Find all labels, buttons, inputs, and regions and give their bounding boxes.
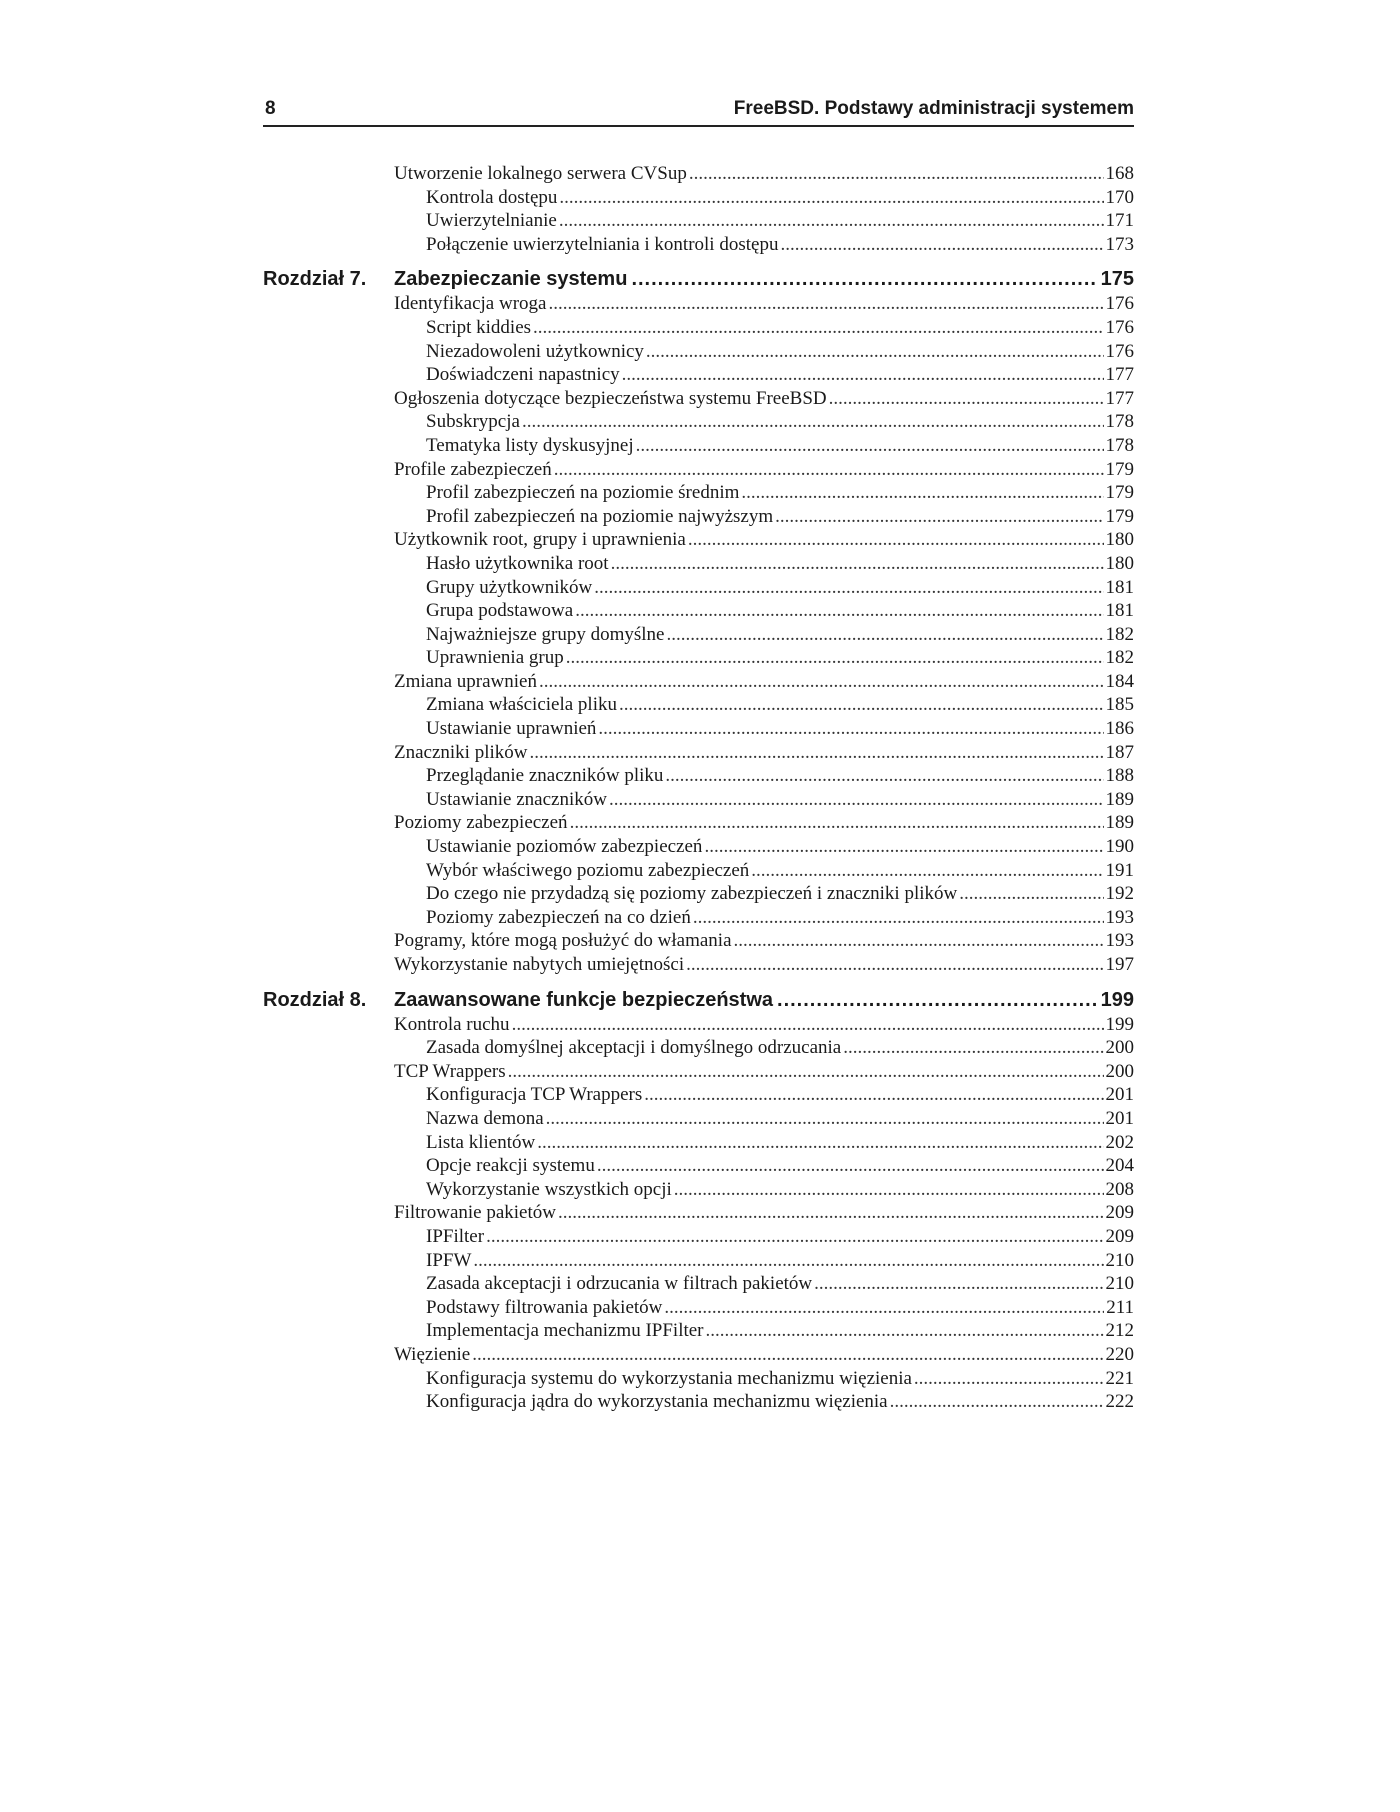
toc-subentry — [263, 434, 1134, 458]
toc-page-number: 209 — [1105, 1225, 1134, 1247]
toc-page-number: 182 — [1105, 647, 1134, 669]
toc-page-number: 191 — [1105, 859, 1134, 881]
toc-page-number: 175 — [1100, 268, 1134, 291]
dot-leader — [546, 1107, 1104, 1131]
dot-leader — [597, 1154, 1104, 1178]
toc-entry — [263, 670, 1134, 694]
toc-entry-title: Więzienie — [394, 1343, 471, 1365]
toc-entry — [263, 929, 1134, 953]
toc-page-number: 173 — [1105, 233, 1134, 255]
toc-page-number: 180 — [1105, 529, 1134, 551]
toc-entry-title: Wykorzystanie wszystkich opcji — [426, 1178, 672, 1200]
toc-entry-title: Konfiguracja systemu do wykorzystania mechanizmu więzienia — [426, 1367, 912, 1389]
dot-leader — [664, 1296, 1104, 1320]
dot-leader — [598, 717, 1103, 741]
toc-subentry — [263, 1296, 1134, 1320]
toc-subentry — [263, 693, 1134, 717]
dot-leader — [570, 811, 1104, 835]
toc-entry-title: TCP Wrappers — [394, 1060, 506, 1082]
dot-leader — [689, 162, 1104, 186]
toc-entry-title: Poziomy zabezpieczeń — [394, 812, 568, 834]
toc-page-number: 199 — [1100, 988, 1134, 1011]
toc-subentry — [263, 410, 1134, 434]
toc-page-number: 208 — [1105, 1178, 1134, 1200]
toc-entry-title: Do czego nie przydadzą się poziomy zabezpieczeń i znaczniki plików — [426, 883, 958, 905]
dot-leader — [814, 1272, 1103, 1296]
toc-subentry — [263, 623, 1134, 647]
dot-leader — [566, 646, 1104, 670]
dot-leader — [666, 623, 1103, 647]
toc-entry — [263, 811, 1134, 835]
dot-leader — [646, 340, 1104, 364]
toc-page-number: 178 — [1105, 411, 1134, 433]
dot-leader — [611, 552, 1104, 576]
toc-entry-title: Lista klientów — [426, 1131, 536, 1153]
dot-leader — [559, 209, 1104, 233]
running-header — [263, 98, 1134, 126]
toc-subentry — [263, 835, 1134, 859]
toc-page-number: 209 — [1105, 1202, 1134, 1224]
toc-page-number: 190 — [1105, 836, 1134, 858]
toc-entry-title: Najważniejsze grupy domyślne — [426, 623, 665, 645]
toc-entry-title: Subskrypcja — [426, 411, 520, 433]
toc-entry — [263, 953, 1134, 977]
toc-entry-title: Ustawianie uprawnień — [426, 718, 597, 740]
dot-leader — [548, 292, 1103, 316]
toc-subentry — [263, 1249, 1134, 1273]
toc-subentry — [263, 1390, 1134, 1414]
toc-page-number: 201 — [1105, 1084, 1134, 1106]
dot-leader — [734, 929, 1104, 953]
toc-subentry — [263, 505, 1134, 529]
toc-page-number: 168 — [1105, 163, 1134, 184]
toc-page-number: 177 — [1105, 364, 1134, 386]
dot-leader — [533, 316, 1103, 340]
toc-page-number: 178 — [1105, 434, 1134, 456]
toc-entry-title: Zasada domyślnej akceptacji i domyślnego odrzucania — [426, 1037, 842, 1059]
dot-leader — [741, 481, 1103, 505]
toc-subentry — [263, 646, 1134, 670]
dot-leader — [644, 1083, 1103, 1107]
toc-entry-title: Opcje reakcji systemu — [426, 1155, 595, 1177]
toc-page-number: 200 — [1105, 1060, 1134, 1082]
dot-leader — [472, 1343, 1103, 1367]
toc-page-number: 197 — [1105, 954, 1134, 975]
dot-leader — [522, 410, 1104, 434]
chapter-number: Rozdział 7. — [263, 268, 367, 291]
toc-entry-title: Identyfikacja wroga — [394, 293, 547, 315]
toc-entry-title: Profil zabezpieczeń na poziomie najwyższym — [426, 505, 774, 527]
toc-entry — [263, 1060, 1134, 1084]
toc-entry-title: Doświadczeni napastnicy — [426, 364, 620, 386]
toc-subentry — [263, 1272, 1134, 1296]
toc-entry-title: Zabezpieczanie systemu — [394, 268, 628, 291]
toc-entry-title: Hasło użytkownika root — [426, 552, 609, 574]
dot-leader — [539, 670, 1104, 694]
dot-leader — [890, 1390, 1104, 1414]
toc-entry-title: Pogramy, które mogą posłużyć do włamania — [394, 930, 732, 952]
toc-subentry — [263, 363, 1134, 387]
toc-page-number: 170 — [1105, 186, 1134, 208]
toc-entry-title: Profil zabezpieczeń na poziomie średnim — [426, 482, 740, 504]
toc-page-number: 201 — [1105, 1107, 1134, 1129]
dot-leader — [775, 505, 1103, 529]
dot-leader — [751, 859, 1103, 883]
toc-subentry — [263, 717, 1134, 741]
toc-entry-title: Konfiguracja TCP Wrappers — [426, 1084, 643, 1106]
toc-page-number: 187 — [1105, 741, 1134, 763]
toc-entry — [263, 1343, 1134, 1367]
toc-entry-title: Przeglądanie znaczników pliku — [426, 765, 664, 787]
dot-leader — [559, 186, 1103, 210]
toc-page-number: 184 — [1105, 670, 1134, 692]
dot-leader — [558, 1201, 1104, 1225]
dot-leader — [686, 953, 1103, 977]
dot-leader — [473, 1249, 1103, 1273]
toc-page-number: 210 — [1105, 1249, 1134, 1271]
dot-leader — [609, 788, 1104, 812]
toc-page-number: 222 — [1105, 1391, 1134, 1413]
toc-entry — [263, 1201, 1134, 1225]
toc-page-number: 199 — [1105, 1013, 1134, 1035]
toc-page-number: 179 — [1105, 505, 1134, 527]
toc-chapter-heading — [263, 266, 1134, 292]
toc-subentry — [263, 788, 1134, 812]
toc-subentry — [263, 1131, 1134, 1155]
dot-leader — [594, 576, 1103, 600]
toc-subentry — [263, 340, 1134, 364]
dot-leader — [688, 528, 1104, 552]
dot-leader — [554, 458, 1104, 482]
toc-page-number: 193 — [1105, 906, 1134, 928]
toc-subentry — [263, 186, 1134, 210]
toc-subentry — [263, 859, 1134, 883]
toc-entry-title: Ogłoszenia dotyczące bezpieczeństwa systemu FreeBSD — [394, 387, 827, 409]
dot-leader — [486, 1225, 1103, 1249]
toc-subentry — [263, 1036, 1134, 1060]
dot-leader — [780, 233, 1103, 257]
toc-page-number: 211 — [1106, 1296, 1134, 1318]
dot-leader — [959, 882, 1103, 906]
toc-subentry — [263, 882, 1134, 906]
toc-subentry — [263, 576, 1134, 600]
dot-leader — [512, 1013, 1104, 1037]
toc-page-number: 189 — [1105, 812, 1134, 834]
toc-entry-title: Implementacja mechanizmu IPFilter — [426, 1320, 704, 1342]
toc-page-number: 177 — [1105, 387, 1134, 409]
dot-leader — [829, 387, 1104, 411]
toc-subentry — [263, 1367, 1134, 1391]
toc-entry-title: Ustawianie znaczników — [426, 788, 607, 810]
dot-leader — [665, 764, 1103, 788]
toc-page-number: 181 — [1105, 600, 1134, 622]
dot-leader — [674, 1178, 1104, 1202]
dot-leader — [631, 266, 1096, 292]
toc-page-number: 185 — [1105, 694, 1134, 716]
toc-subentry — [263, 481, 1134, 505]
toc-page-number: 221 — [1105, 1367, 1134, 1389]
toc-entry-title: Konfiguracja jądra do wykorzystania mechanizmu więzienia — [426, 1391, 888, 1413]
toc-entry-title: Kontrola dostępu — [426, 186, 558, 208]
toc-entry-title: IPFW — [426, 1249, 472, 1271]
toc-entry — [263, 528, 1134, 552]
toc-subentry — [263, 1225, 1134, 1249]
running-title: FreeBSD. Podstawy administracji systemem — [733, 98, 1134, 119]
toc-page-number: 202 — [1105, 1131, 1134, 1153]
chapter-number: Rozdział 8. — [263, 988, 367, 1011]
dot-leader — [706, 1319, 1104, 1343]
toc-entry-title: Uprawnienia grup — [426, 647, 564, 669]
toc-page-number: 200 — [1105, 1037, 1134, 1059]
toc-subentry — [263, 599, 1134, 623]
toc-entry-title: Tematyka listy dyskusyjnej — [426, 434, 634, 456]
toc-entry-title: Zasada akceptacji i odrzucania w filtrach pakietów — [426, 1273, 813, 1295]
toc-entry-title: Użytkownik root, grupy i uprawnienia — [394, 529, 686, 551]
toc-subentry — [263, 209, 1134, 233]
toc-entry-title: Wybór właściwego poziomu zabezpieczeń — [426, 859, 750, 881]
toc-page-number: 171 — [1105, 210, 1134, 232]
toc-entry-title: Zaawansowane funkcje bezpieczeństwa — [394, 988, 774, 1011]
dot-leader — [843, 1036, 1103, 1060]
toc-subentry — [263, 906, 1134, 930]
dot-leader — [575, 599, 1103, 623]
toc-page-number: 176 — [1105, 293, 1134, 315]
toc-subentry — [263, 1178, 1134, 1202]
toc-entry-title: Ustawianie poziomów zabezpieczeń — [426, 836, 703, 858]
toc-entry-title: Script kiddies — [426, 316, 532, 338]
header-rule — [263, 125, 1134, 127]
toc-page-number: 192 — [1105, 883, 1134, 905]
dot-leader — [704, 835, 1103, 859]
toc-entry-title: Utworzenie lokalnego serwera CVSup — [394, 163, 687, 184]
toc-page-number: 193 — [1105, 930, 1134, 952]
toc-page-number: 176 — [1105, 316, 1134, 338]
toc-entry — [263, 458, 1134, 482]
toc-entry-title: Uwierzytelnianie — [426, 210, 557, 232]
toc-entry-title: Grupy użytkowników — [426, 576, 593, 598]
toc-subentry — [263, 316, 1134, 340]
page-number: 8 — [265, 98, 276, 119]
dot-leader — [777, 987, 1097, 1013]
dot-leader — [537, 1131, 1103, 1155]
toc-page-number: 212 — [1105, 1320, 1134, 1342]
toc-entry-title: Połączenie uwierzytelniania i kontroli dostępu — [426, 233, 779, 255]
toc-entry — [263, 162, 1134, 186]
toc-page-number: 180 — [1105, 552, 1134, 574]
dot-leader — [622, 363, 1104, 387]
dot-leader — [619, 693, 1104, 717]
toc-entry-title: Podstawy filtrowania pakietów — [426, 1296, 663, 1318]
toc-entry-title: Profile zabezpieczeń — [394, 458, 552, 480]
toc-subentry — [263, 1083, 1134, 1107]
toc-subentry — [263, 1107, 1134, 1131]
toc-page-number: 181 — [1105, 576, 1134, 598]
toc-page-number: 204 — [1105, 1155, 1134, 1177]
toc-chapter-heading — [263, 987, 1134, 1013]
table-of-contents — [263, 162, 1134, 1414]
toc-page-number: 179 — [1105, 458, 1134, 480]
toc-page-number: 182 — [1105, 623, 1134, 645]
toc-entry-title: Poziomy zabezpieczeń na co dzień — [426, 906, 691, 928]
toc-entry — [263, 1013, 1134, 1037]
dot-leader — [530, 741, 1104, 765]
toc-entry-title: Niezadowoleni użytkownicy — [426, 340, 644, 362]
toc-page-number: 179 — [1105, 482, 1134, 504]
toc-entry — [263, 741, 1134, 765]
toc-page-number: 189 — [1105, 788, 1134, 810]
dot-leader — [693, 906, 1104, 930]
toc-entry — [263, 387, 1134, 411]
toc-entry-title: Znaczniki plików — [394, 741, 528, 763]
toc-entry-title: IPFilter — [426, 1225, 485, 1247]
toc-page-number: 220 — [1105, 1343, 1134, 1365]
toc-subentry — [263, 552, 1134, 576]
toc-page-number: 176 — [1105, 340, 1134, 362]
toc-page-number: 188 — [1105, 765, 1134, 787]
toc-entry — [263, 292, 1134, 316]
dot-leader — [636, 434, 1104, 458]
toc-entry-title: Nazwa demona — [426, 1107, 544, 1129]
toc-entry-title: Kontrola ruchu — [394, 1013, 510, 1035]
dot-leader — [914, 1367, 1104, 1391]
toc-subentry — [263, 233, 1134, 257]
toc-entry-title: Filtrowanie pakietów — [394, 1202, 556, 1224]
toc-subentry — [263, 1319, 1134, 1343]
toc-entry-title: Zmiana właściciela pliku — [426, 694, 617, 716]
toc-subentry — [263, 764, 1134, 788]
toc-page-number: 210 — [1105, 1273, 1134, 1295]
toc-entry-title: Grupa podstawowa — [426, 600, 574, 622]
toc-page-number: 186 — [1105, 718, 1134, 740]
toc-entry-title: Wykorzystanie nabytych umiejętności — [394, 954, 685, 975]
toc-entry-title: Zmiana uprawnień — [394, 670, 537, 692]
toc-subentry — [263, 1154, 1134, 1178]
dot-leader — [508, 1060, 1104, 1084]
